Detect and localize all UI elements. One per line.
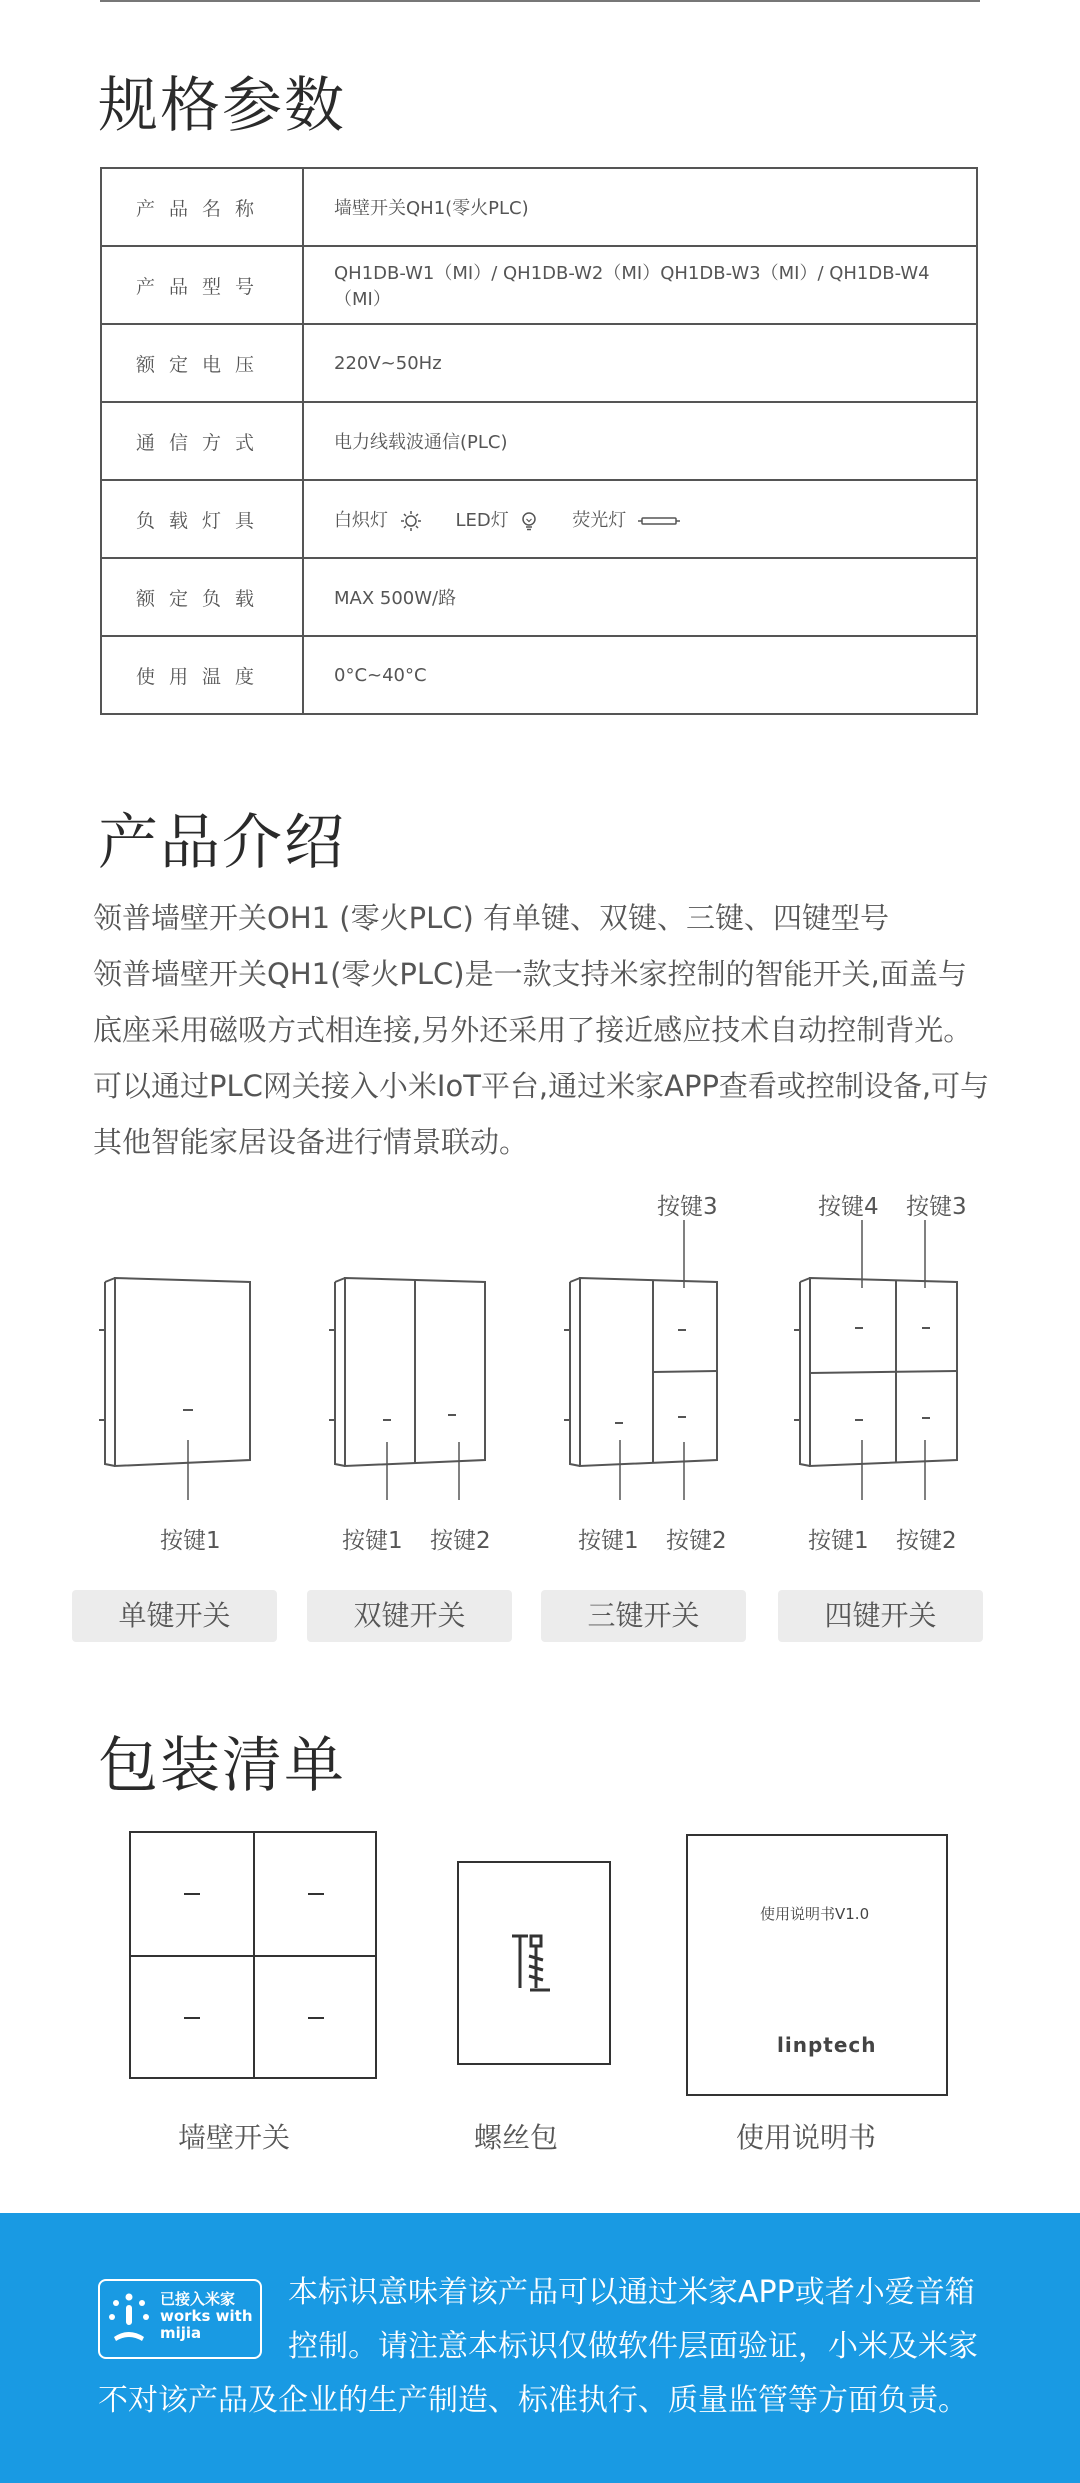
intro-title: 产品介绍: [98, 808, 346, 878]
mijia-text-line3: 不对该产品及企业的生产制造、标准执行、质量监管等方面负责。: [98, 2383, 968, 2418]
type-label-double: 双键开关: [307, 1590, 512, 1642]
spec-key: 负载灯具: [101, 480, 303, 558]
spec-value: 0°C~40°C: [303, 636, 977, 714]
type-label-single: 单键开关: [72, 1590, 277, 1642]
mijia-badge-text: [160, 2291, 253, 2342]
spec-row: [101, 402, 977, 480]
spec-value: 墙壁开关QH1(零火PLC): [303, 168, 977, 246]
spec-value: 220V~50Hz: [303, 324, 977, 402]
package-item-switch: 墙壁开关: [178, 2121, 291, 2154]
type-label-quad: 四键开关: [778, 1590, 983, 1642]
badge-line3: mijia: [160, 2324, 202, 2342]
intro-line1: 领普墙壁开关OH1 (零火PLC) 有单键、双键、三键、四键型号: [93, 901, 890, 935]
double-key-switch-illustration: [325, 1270, 495, 1500]
key-label-1-single: 按键1: [160, 1528, 221, 1554]
key-label-2-quad: 按键2: [896, 1528, 957, 1554]
intro-text: [93, 890, 993, 1170]
spec-row: [101, 324, 977, 402]
manual-brand-logo: linptech: [777, 2033, 877, 2057]
spec-key: 产品名称: [101, 168, 303, 246]
specs-title: 规格参数: [98, 71, 346, 141]
spec-value-lamps: [303, 480, 977, 558]
spec-key: 产品型号: [101, 246, 303, 324]
fluorescent-tube-icon: [638, 515, 680, 527]
incandescent-icon: [400, 510, 422, 532]
key-label-3-quad: 按键3: [906, 1194, 967, 1220]
spec-key: 通信方式: [101, 402, 303, 480]
spec-value: 电力线载波通信(PLC): [303, 402, 977, 480]
key-label-1-quad: 按键1: [808, 1528, 869, 1554]
mijia-logo-icon: [106, 2293, 152, 2343]
manual-cover-title: 使用说明书V1.0: [760, 1905, 870, 1923]
key-label-2-triple: 按键2: [666, 1528, 727, 1554]
mijia-text-line2: 控制。请注意本标识仅做软件层面验证，小米及米家: [288, 2329, 978, 2364]
lamp-incandescent-label: 白炽灯: [334, 510, 388, 531]
key-label-1-triple: 按键1: [578, 1528, 639, 1554]
spec-value: QH1DB-W1（MI）/ QH1DB-W2（MI）QH1DB-W3（MI）/ QH1DB-W4（MI）: [303, 246, 977, 324]
manual-illustration: [685, 1833, 949, 2097]
key-label-2-double: 按键2: [430, 1528, 491, 1554]
spec-value: MAX 500W/路: [303, 558, 977, 636]
spec-key: 使用温度: [101, 636, 303, 714]
lamp-led-label: LED灯: [455, 510, 509, 531]
package-item-manual: 使用说明书: [736, 2121, 877, 2154]
type-label-triple: 三键开关: [541, 1590, 746, 1642]
key-label-1-double: 按键1: [342, 1528, 403, 1554]
key-label-4-quad: 按键4: [818, 1194, 879, 1220]
package-switch-illustration: [128, 1830, 380, 2082]
spec-row: [101, 636, 977, 714]
mijia-text-line1: 本标识意味着该产品可以通过米家APP或者小爱音箱: [288, 2275, 975, 2310]
led-bulb-icon: [520, 511, 538, 531]
spec-key: 额定负载: [101, 558, 303, 636]
quad-key-switch-illustration: [790, 1220, 960, 1500]
mijia-badge: [98, 2279, 262, 2359]
package-item-screws: 螺丝包: [474, 2121, 559, 2154]
spec-row: [101, 168, 977, 246]
spec-row: [101, 480, 977, 558]
triple-key-switch-illustration: [560, 1220, 730, 1500]
screw-pack-illustration: [456, 1860, 612, 2066]
key-label-3-triple: 按键3: [657, 1194, 718, 1220]
badge-line1: 已接入米家: [160, 2290, 236, 2308]
lamp-fluorescent-label: 荧光灯: [572, 510, 627, 531]
spec-key: 额定电压: [101, 324, 303, 402]
spec-row: [101, 558, 977, 636]
package-title: 包装清单: [98, 1731, 346, 1801]
badge-line2: works with: [160, 2307, 253, 2325]
top-divider: [100, 0, 980, 2]
specs-table: [100, 167, 978, 715]
screw-icon: [512, 1936, 550, 1990]
intro-paragraph: 领普墙壁开关QH1(零火PLC)是一款支持米家控制的智能开关,面盖与底座采用磁吸方式相连接,另外还采用了接近感应技术自动控制背光。可以通过PLC网关接入小米IoT平台,通过米家APP查看或控制设备,可与其他智能家居设备进行情景联动。: [93, 957, 990, 1159]
single-key-switch-illustration: [95, 1270, 265, 1500]
spec-row: [101, 246, 977, 324]
